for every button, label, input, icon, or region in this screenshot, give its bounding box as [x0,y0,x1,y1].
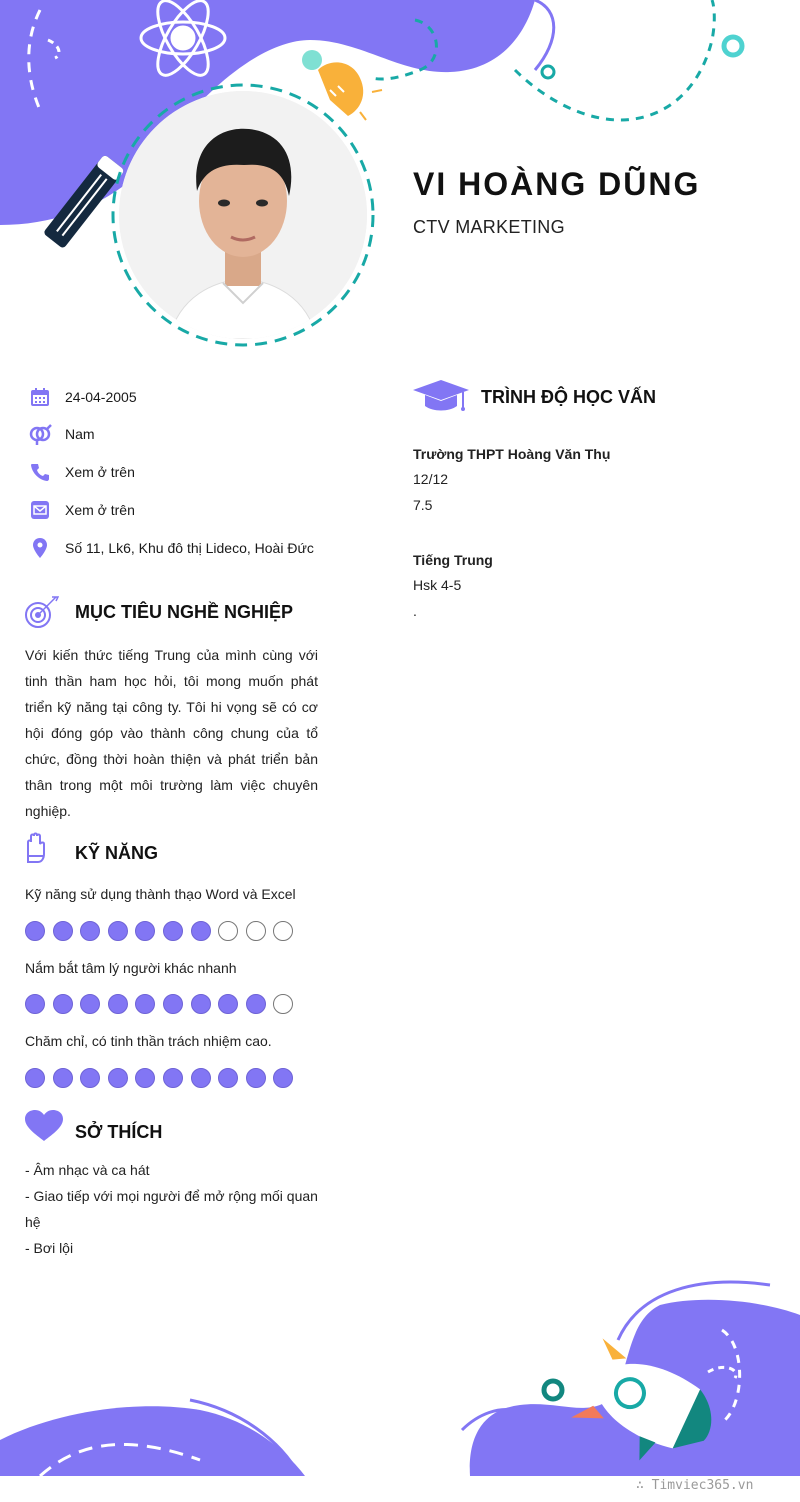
rating-dot-filled [108,994,128,1014]
rating-dot-filled [53,1068,73,1088]
candidate-name: VI HOÀNG DŨNG [413,166,701,202]
objective-heading [25,596,294,635]
rating-dot-filled [25,921,45,941]
rating-dot-filled [191,994,211,1014]
rating-dot-filled [53,994,73,1014]
rating-dot-filled [218,1068,238,1088]
rating-dot-filled [246,1068,266,1088]
contact-value: Xem ở trên [65,502,135,518]
rating-dot-empty [273,994,293,1014]
hobby-item: - Âm nhạc và ca hát [25,1162,150,1178]
contact-row-address [28,536,314,560]
target-icon [25,596,59,635]
education-school: Trường THPT Hoàng Văn Thụ [413,446,611,462]
rating-dot-filled [25,994,45,1014]
contact-row-phone [28,460,135,484]
contact-row-gender [28,422,95,446]
rating-dot-filled [163,921,183,941]
rating-dot-filled [273,1068,293,1088]
contact-value: Nam [65,426,95,442]
rating-dot-filled [163,1068,183,1088]
rating-dot-filled [80,921,100,941]
heart-icon [25,1110,63,1147]
contact-value: Số 11, Lk6, Khu đô thị Lideco, Hoài Đức [65,540,314,556]
candidate-position: CTV MARKETING [413,217,565,237]
rating-dot-filled [53,921,73,941]
profile-photo-frame [110,82,376,348]
profile-photo [119,91,367,339]
rating-dot-filled [191,921,211,941]
rating-dot-empty [246,921,266,941]
rating-dot-filled [80,994,100,1014]
education-detail: 12/12 [413,471,449,487]
skill-rating-2 [25,1068,293,1088]
rating-dot-filled [108,1068,128,1088]
hobbies-heading [25,1110,163,1147]
objective-text: Với kiến thức tiếng Trung của mình cùng với tinh thần ham học hỏi, tôi mong muốn phát triển kỹ năng tại công ty. Tôi hi vọng sẽ có cơ hội đóng góp vào thành công chung của tổ chức, đồng thời hoàn thiện và phát triển bản thân trong một môi trường làm việc chuyên nghiệp. [25,647,318,819]
hobby-item: - Giao tiếp với mọi người để mở rộng mối quan hệ [25,1188,318,1230]
education-detail: Hsk 4-5 [413,577,462,593]
education-school: Tiếng Trung [413,552,493,568]
hobby-item: - Bơi lội [25,1240,74,1256]
hand-icon [25,832,47,869]
rating-dot-filled [108,921,128,941]
calendar-icon [28,385,52,409]
section-title: MỤC TIÊU NGHỀ NGHIỆP [75,602,294,622]
rating-dot-filled [25,1068,45,1088]
skill-name: Nắm bắt tâm lý người khác nhanh [25,960,237,976]
rating-dot-filled [135,921,155,941]
rating-dot-empty [273,921,293,941]
skill-rating-1 [25,994,293,1014]
graduation-cap-icon [413,380,469,419]
skills-heading [25,832,159,869]
rating-dot-filled [80,1068,100,1088]
education-detail: . [413,603,417,619]
skill-name: Kỹ năng sử dụng thành thạo Word và Excel [25,886,296,902]
gender-icon [28,422,52,446]
contact-value: 24-04-2005 [65,389,137,405]
email-icon [28,498,52,522]
contact-row-email [28,498,135,522]
contact-row-birthday [28,385,137,409]
rating-dot-filled [135,1068,155,1088]
rating-dot-filled [218,994,238,1014]
location-icon [28,536,52,560]
section-title: SỞ THÍCH [75,1122,163,1142]
rating-dot-empty [218,921,238,941]
rating-dot-filled [246,994,266,1014]
section-title: KỸ NĂNG [75,843,159,863]
contact-value: Xem ở trên [65,464,135,480]
phone-icon [28,460,52,484]
rating-dot-filled [135,994,155,1014]
education-detail: 7.5 [413,497,433,513]
education-heading [413,380,656,419]
rating-dot-filled [163,994,183,1014]
skill-name: Chăm chỉ, có tinh thần trách nhiệm cao. [25,1033,272,1049]
watermark: ∴ Timviec365.vn [636,1478,754,1493]
rating-dot-filled [191,1068,211,1088]
skill-rating-0 [25,921,293,941]
section-title: TRÌNH ĐỘ HỌC VẤN [481,387,656,407]
